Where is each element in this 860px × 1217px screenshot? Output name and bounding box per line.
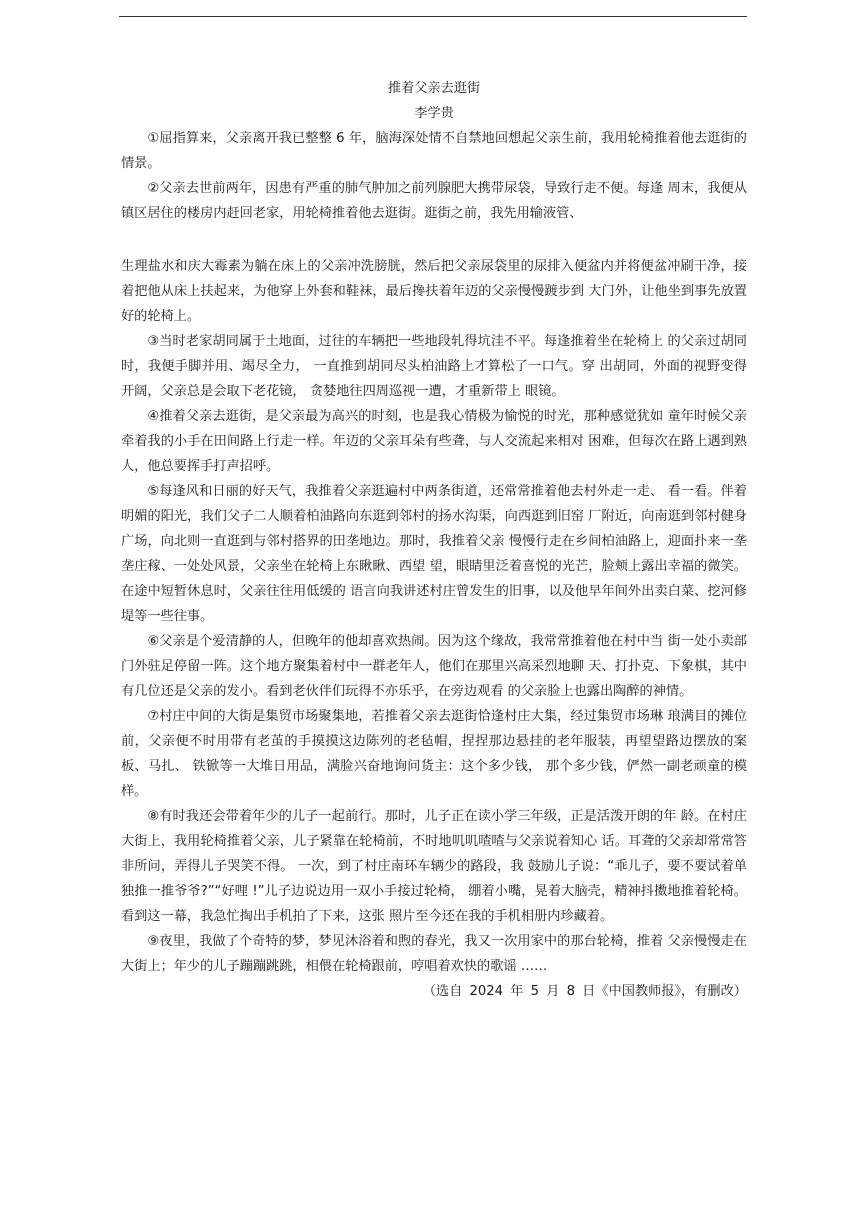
article-author: 李学贵 (414, 106, 454, 121)
paragraph-8: ⑧有时我还会带着年少的儿子一起前行。那时，儿子正在读小学三年级，正是活泼开朗的年 龄。在村庄大街上，我用轮椅推着父亲，儿子紧靠在轮椅前，不时地叽叽喳喳与父亲说着知心 话。耳聋的父亲却常常答非所问，弄得儿子哭笑不得。 一次，到了村庄南环车辆少的路段，我 鼓励儿子说：“乖儿子，要不要试着单独推一推爷爷?”“好哩 !”儿子边说边用一双小手接过轮椅， 绷着小嘴，晃着大脑壳，精神抖擞地推着轮椅。看到这一幕，我急忙掏出手机拍了下来，这张 照片至今还在我的手机相册内珍藏着。 (121, 809, 747, 924)
paragraph-4: ④推着父亲去逛街，是父亲最为高兴的时刻，也是我心情极为愉悦的时光，那种感觉犹如 童年时候父亲牵着我的小手在田间路上行走一样。年迈的父亲耳朵有些聋，与人交流起来相对 困难，但每次在路上遇到熟人，他总要挥手打声招呼。 (121, 409, 747, 474)
source-citation: （选自 2024 年 5 月 8 日《中国教师报》，有删改） (422, 984, 747, 999)
paragraph-1: ①屈指算来，父亲离开我已整整 6 年，脑海深处情不自禁地回想起父亲生前，我用轮椅推着他去逛街的情景。 (121, 131, 747, 171)
paragraph-2-continued: 生理盐水和庆大霉素为躺在床上的父亲冲洗膀胱，然后把父亲尿袋里的尿排入便盆内并将便盆冲刷干净，接着把他从床上扶起来，为他穿上外套和鞋袜，最后搀扶着年迈的父亲慢慢踱步到 大门外，让他坐到事先放置好的轮椅上。 (121, 259, 747, 324)
paragraph-2: ②父亲去世前两年，因患有严重的肺气肿加之前列腺肥大携带尿袋，导致行走不便。每逢 周末，我便从镇区居住的楼房内赶回老家，用轮椅推着他去逛街。逛街之前，我先用输液管、 (121, 181, 747, 221)
paragraph-7: ⑦村庄中间的大街是集贸市场聚集地，若推着父亲去逛街恰逢村庄大集，经过集贸市场琳 琅满目的摊位前，父亲便不时用带有老茧的手摸摸这边陈列的老毡帽，捏捏那边悬挂的老年服装，再望望路边摆放的案板、马扎、 铁锨等一大堆日用品，满脸兴奋地询问货主：这个多少钱， 那个多少钱，俨然一副老顽童的模样。 (121, 709, 747, 799)
paragraph-5: ⑤每逢风和日丽的好天气，我推着父亲逛遍村中两条街道，还常常推着他去村外走一走、 看一看。伴着明媚的阳光，我们父子二人顺着柏油路向东逛到邻村的扬水沟渠，向西逛到旧窑 厂附近，向南逛到邻村健身广场，向北则一直逛到与邻村搭界的田垄地边。那时，我推着父亲 慢慢行走在乡间柏油路上，迎面扑来一垄垄庄稼、一处处风景，父亲坐在轮椅上东瞅瞅、西望 望，眼睛里泛着喜悦的光芒，脸颊上露出幸福的微笑。在途中短暂休息时，父亲往往用低缓的 语言向我讲述村庄曾发生的旧事，以及他早年间外出卖白菜、挖河修堤等一些往事。 (121, 484, 747, 624)
header-rule (119, 16, 747, 17)
paragraph-6: ⑥父亲是个爱清静的人，但晚年的他却喜欢热闹。因为这个缘故，我常常推着他在村中当 街一处小卖部门外驻足停留一阵。这个地方聚集着村中一群老年人，他们在那里兴高采烈地聊 天、打扑克、下象棋，其中有几位还是父亲的发小。看到老伙伴们玩得不亦乐乎，在旁边观看 的父亲脸上也露出陶醉的神情。 (121, 634, 747, 699)
paragraph-9: ⑨夜里，我做了个奇特的梦，梦见沐浴着和煦的春光，我又一次用家中的那台轮椅，推着 父亲慢慢走在大街上；年少的儿子蹦蹦跳跳，相偎在轮椅跟前，哼唱着欢快的歌谣 …… (121, 934, 747, 974)
paragraph-3: ③当时老家胡同属于土地面，过往的车辆把一些地段轧得坑洼不平。每逢推着坐在轮椅上 的父亲过胡同时，我便手脚并用、竭尽全力， 一直推到胡同尽头柏油路上才算松了一口气。穿 出胡同，外面的视野变得开阔，父亲总是会取下老花镜， 贪婪地往四周巡视一遭，才重新带上 眼镜。 (121, 334, 747, 399)
article (121, 76, 747, 1004)
article-title: 推着父亲去逛街 (387, 81, 481, 96)
